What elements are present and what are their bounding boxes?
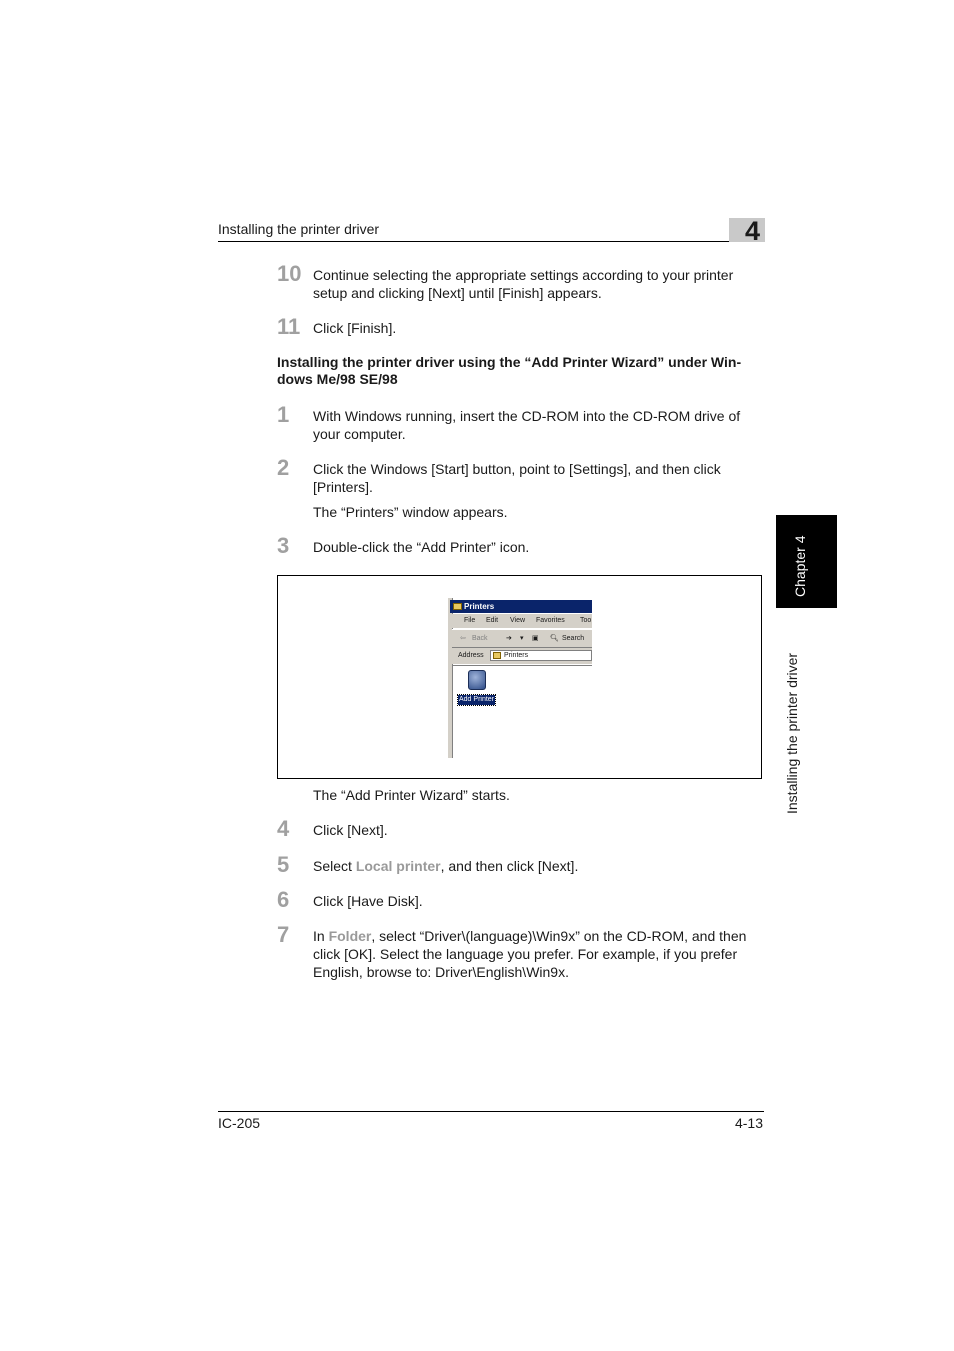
window-titlebar — [450, 600, 592, 613]
local-printer-highlight: Local printer — [355, 858, 441, 874]
header-rule — [218, 241, 764, 242]
step-number-1: 1 — [277, 402, 290, 427]
back-button-label: Back — [472, 635, 488, 642]
address-folder-icon — [493, 652, 501, 659]
section-heading: Installing the printer driver using the “Add Printer Wizard” under Win-dows Me/98 SE/98 — [277, 354, 742, 387]
step-text-3: Double-click the “Add Printer” icon. — [313, 539, 530, 555]
sidebar-chapter-label: Chapter 4 — [792, 535, 808, 597]
sidebar-section-label: Installing the printer driver — [784, 652, 800, 814]
forward-arrow-icon: ➔ — [506, 635, 512, 642]
step-text-5 — [313, 857, 765, 875]
content-divider — [452, 665, 592, 666]
step-text-2: Click the Windows [Start] button, point to [Settings], and then click [Printers]. — [313, 461, 721, 495]
address-field — [490, 650, 592, 661]
menu-view: View — [510, 617, 526, 624]
up-folder-icon: ▣ — [532, 635, 539, 642]
window-title: Printers — [464, 602, 495, 611]
step-number-2: 2 — [277, 455, 290, 480]
printers-window-screenshot — [448, 598, 592, 758]
back-arrow-icon: ⇦ — [460, 635, 466, 642]
step-number-4: 4 — [277, 816, 290, 841]
step-text-11: Click [Finish]. — [313, 320, 397, 336]
footer-model: IC-205 — [218, 1115, 261, 1131]
add-printer-icon — [468, 670, 486, 690]
step-7-text-before: In — [313, 928, 329, 944]
folder-highlight: Folder — [328, 928, 372, 944]
dropdown-arrow-icon: ▾ — [520, 635, 524, 642]
step-number-10: 10 — [277, 261, 302, 286]
folder-icon — [453, 603, 462, 610]
step-7-text-after: , select “Driver\(language)\Win9x” on the CD-ROM, and then click [OK]. Select the language you prefer. For example, if you prefer English, browse to: Driver\English\Win9x. — [313, 928, 747, 980]
search-button-label: Search — [562, 635, 585, 642]
step-note-3: The “Add Printer Wizard” starts. — [313, 787, 510, 803]
step-note-2: The “Printers” window appears. — [313, 504, 508, 520]
address-label: Address — [458, 652, 484, 659]
step-number-5: 5 — [277, 852, 290, 877]
step-5-text-before: Select — [313, 858, 356, 874]
window-toolbar — [452, 629, 592, 648]
footer-rule — [218, 1111, 764, 1112]
window-menubar — [452, 614, 592, 628]
step-number-11: 11 — [277, 314, 301, 339]
address-bar — [452, 648, 592, 664]
step-text-4: Click [Next]. — [313, 822, 388, 838]
step-number-3: 3 — [277, 533, 290, 558]
menu-edit: Edit — [486, 617, 499, 624]
step-number-7: 7 — [277, 922, 290, 947]
step-text-6: Click [Have Disk]. — [313, 893, 423, 909]
step-text-10: Continue selecting the appropriate settings according to your printer setup and clicking [Next] until [Finish] appears. — [313, 267, 734, 301]
address-value: Printers — [504, 652, 529, 659]
step-text-1: With Windows running, insert the CD-ROM into the CD-ROM drive of your computer. — [313, 408, 741, 442]
menu-file: File — [464, 617, 476, 624]
header-title: Installing the printer driver — [218, 221, 380, 237]
footer-page-number: 4-13 — [734, 1115, 763, 1131]
menu-favorites: Favorites — [536, 617, 565, 624]
step-5-text-after: , and then click [Next]. — [440, 858, 579, 874]
menu-tools: Too — [580, 617, 592, 624]
step-text-7 — [313, 927, 765, 981]
add-printer-label: Add Printer — [459, 696, 495, 703]
chapter-number: 4 — [745, 216, 761, 246]
step-number-6: 6 — [277, 887, 290, 912]
search-icon: 🔍︎ — [550, 635, 559, 642]
